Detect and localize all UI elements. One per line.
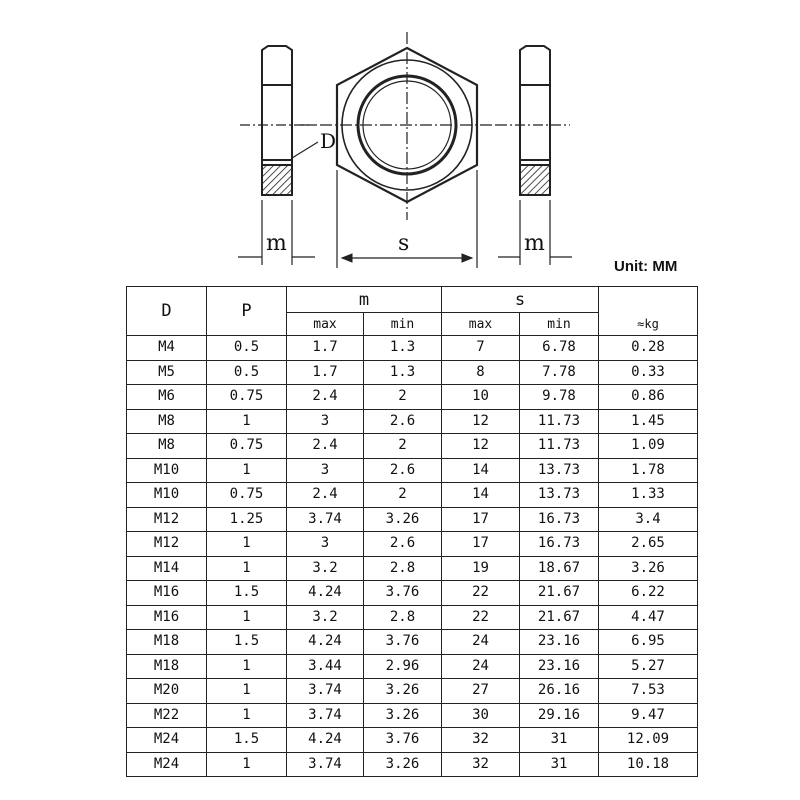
cell-s-min: 21.67 <box>520 605 599 630</box>
cell-m-max: 3.74 <box>287 679 364 704</box>
cell-d: M10 <box>127 483 207 508</box>
cell-weight: 1.33 <box>599 483 698 508</box>
cell-d: M12 <box>127 507 207 532</box>
cell-m-min: 2.6 <box>364 532 442 557</box>
cell-weight: 3.4 <box>599 507 698 532</box>
cell-s-max: 10 <box>442 385 520 410</box>
table-row <box>127 581 698 606</box>
table-row <box>127 483 698 508</box>
header-d: D <box>127 287 207 336</box>
spec-table <box>126 286 698 777</box>
cell-s-max: 24 <box>442 630 520 655</box>
cell-d: M4 <box>127 336 207 361</box>
hex-nut-drawing <box>0 0 800 275</box>
cell-p: 0.75 <box>207 434 287 459</box>
cell-weight: 6.22 <box>599 581 698 606</box>
cell-weight: 2.65 <box>599 532 698 557</box>
cell-m-max: 3.74 <box>287 752 364 777</box>
table-row <box>127 507 698 532</box>
cell-s-max: 17 <box>442 507 520 532</box>
header-s: s <box>442 287 599 313</box>
cell-p: 1 <box>207 605 287 630</box>
table-row <box>127 605 698 630</box>
cell-d: M6 <box>127 385 207 410</box>
table-row <box>127 458 698 483</box>
cell-m-min: 3.26 <box>364 679 442 704</box>
cell-s-min: 26.16 <box>520 679 599 704</box>
cell-s-min: 18.67 <box>520 556 599 581</box>
table-row <box>127 434 698 459</box>
cell-m-min: 1.3 <box>364 336 442 361</box>
cell-s-max: 22 <box>442 581 520 606</box>
cell-d: M20 <box>127 679 207 704</box>
cell-m-max: 3 <box>287 409 364 434</box>
label-m-right: m <box>524 231 545 256</box>
cell-m-min: 2 <box>364 483 442 508</box>
cell-s-min: 23.16 <box>520 654 599 679</box>
cell-m-min: 2.6 <box>364 458 442 483</box>
cell-m-max: 3.2 <box>287 556 364 581</box>
cell-weight: 0.33 <box>599 360 698 385</box>
table-row <box>127 556 698 581</box>
cell-m-min: 2.96 <box>364 654 442 679</box>
table-row <box>127 385 698 410</box>
cell-s-min: 13.73 <box>520 483 599 508</box>
cell-m-max: 3 <box>287 532 364 557</box>
cell-m-max: 3.44 <box>287 654 364 679</box>
cell-m-min: 3.26 <box>364 507 442 532</box>
cell-s-min: 16.73 <box>520 507 599 532</box>
cell-weight: 0.86 <box>599 385 698 410</box>
cell-s-min: 23.16 <box>520 630 599 655</box>
cell-s-max: 22 <box>442 605 520 630</box>
cell-m-max: 2.4 <box>287 483 364 508</box>
cell-m-max: 4.24 <box>287 630 364 655</box>
cell-p: 1 <box>207 556 287 581</box>
cell-m-max: 3.2 <box>287 605 364 630</box>
table-row <box>127 409 698 434</box>
cell-s-min: 21.67 <box>520 581 599 606</box>
cell-weight: 12.09 <box>599 728 698 753</box>
cell-m-max: 3.74 <box>287 507 364 532</box>
cell-d: M22 <box>127 703 207 728</box>
cell-p: 1 <box>207 703 287 728</box>
cell-m-min: 3.26 <box>364 752 442 777</box>
table-row <box>127 630 698 655</box>
table-row <box>127 703 698 728</box>
cell-p: 0.75 <box>207 385 287 410</box>
cell-s-max: 19 <box>442 556 520 581</box>
cell-m-max: 2.4 <box>287 385 364 410</box>
cell-p: 1 <box>207 679 287 704</box>
cell-m-min: 3.26 <box>364 703 442 728</box>
cell-m-max: 4.24 <box>287 728 364 753</box>
label-d: D <box>320 129 337 153</box>
cell-weight: 10.18 <box>599 752 698 777</box>
cell-weight: 1.09 <box>599 434 698 459</box>
cell-m-min: 2.6 <box>364 409 442 434</box>
cell-p: 0.5 <box>207 360 287 385</box>
cell-m-min: 3.76 <box>364 630 442 655</box>
cell-s-max: 7 <box>442 336 520 361</box>
unit-label: Unit: MM <box>614 258 678 275</box>
cell-weight: 3.26 <box>599 556 698 581</box>
cell-weight: 7.53 <box>599 679 698 704</box>
cell-weight: 6.95 <box>599 630 698 655</box>
cell-d: M24 <box>127 752 207 777</box>
cell-d: M18 <box>127 654 207 679</box>
cell-p: 1.5 <box>207 581 287 606</box>
cell-m-min: 3.76 <box>364 728 442 753</box>
cell-weight: 4.47 <box>599 605 698 630</box>
cell-p: 0.5 <box>207 336 287 361</box>
cell-d: M18 <box>127 630 207 655</box>
cell-s-max: 17 <box>442 532 520 557</box>
cell-m-max: 3 <box>287 458 364 483</box>
cell-m-max: 3.74 <box>287 703 364 728</box>
cell-p: 1.5 <box>207 630 287 655</box>
header-s-max: max <box>442 313 520 336</box>
cell-s-min: 9.78 <box>520 385 599 410</box>
cell-s-max: 8 <box>442 360 520 385</box>
header-m-min: min <box>364 313 442 336</box>
cell-m-min: 2.8 <box>364 605 442 630</box>
cell-m-min: 2 <box>364 434 442 459</box>
cell-d: M16 <box>127 581 207 606</box>
table-row <box>127 752 698 777</box>
table-row <box>127 654 698 679</box>
header-m-max: max <box>287 313 364 336</box>
spec-table-body <box>127 336 698 777</box>
cell-m-max: 1.7 <box>287 336 364 361</box>
cell-s-min: 13.73 <box>520 458 599 483</box>
table-row <box>127 532 698 557</box>
cell-s-min: 29.16 <box>520 703 599 728</box>
cell-s-min: 7.78 <box>520 360 599 385</box>
cell-p: 1.5 <box>207 728 287 753</box>
cell-weight: 0.28 <box>599 336 698 361</box>
header-weight: ≈kg <box>599 287 698 336</box>
table-row <box>127 360 698 385</box>
cell-m-min: 1.3 <box>364 360 442 385</box>
cell-s-max: 12 <box>442 409 520 434</box>
cell-p: 1.25 <box>207 507 287 532</box>
cell-p: 1 <box>207 532 287 557</box>
cell-s-min: 31 <box>520 752 599 777</box>
cell-s-max: 32 <box>442 752 520 777</box>
cell-p: 1 <box>207 654 287 679</box>
cell-d: M12 <box>127 532 207 557</box>
cell-m-min: 3.76 <box>364 581 442 606</box>
cell-s-min: 31 <box>520 728 599 753</box>
cell-s-min: 6.78 <box>520 336 599 361</box>
cell-d: M5 <box>127 360 207 385</box>
cell-d: M10 <box>127 458 207 483</box>
cell-m-max: 2.4 <box>287 434 364 459</box>
cell-s-min: 16.73 <box>520 532 599 557</box>
cell-m-min: 2 <box>364 385 442 410</box>
header-s-min: min <box>520 313 599 336</box>
cell-p: 0.75 <box>207 483 287 508</box>
cell-m-max: 4.24 <box>287 581 364 606</box>
cell-d: M14 <box>127 556 207 581</box>
label-m-left: m <box>266 231 287 256</box>
cell-p: 1 <box>207 409 287 434</box>
table-row <box>127 679 698 704</box>
cell-s-max: 12 <box>442 434 520 459</box>
cell-p: 1 <box>207 752 287 777</box>
cell-weight: 1.78 <box>599 458 698 483</box>
header-m: m <box>287 287 442 313</box>
cell-s-max: 24 <box>442 654 520 679</box>
cell-s-max: 32 <box>442 728 520 753</box>
cell-m-min: 2.8 <box>364 556 442 581</box>
cell-d: M8 <box>127 409 207 434</box>
cell-s-max: 14 <box>442 483 520 508</box>
table-row <box>127 728 698 753</box>
cell-s-min: 11.73 <box>520 409 599 434</box>
table-row <box>127 336 698 361</box>
header-p: P <box>207 287 287 336</box>
cell-d: M16 <box>127 605 207 630</box>
cell-s-max: 14 <box>442 458 520 483</box>
cell-s-min: 11.73 <box>520 434 599 459</box>
cell-s-max: 27 <box>442 679 520 704</box>
cell-d: M8 <box>127 434 207 459</box>
cell-p: 1 <box>207 458 287 483</box>
label-s: s <box>398 231 410 256</box>
cell-weight: 1.45 <box>599 409 698 434</box>
cell-m-max: 1.7 <box>287 360 364 385</box>
cell-weight: 5.27 <box>599 654 698 679</box>
cell-s-max: 30 <box>442 703 520 728</box>
cell-d: M24 <box>127 728 207 753</box>
cell-weight: 9.47 <box>599 703 698 728</box>
